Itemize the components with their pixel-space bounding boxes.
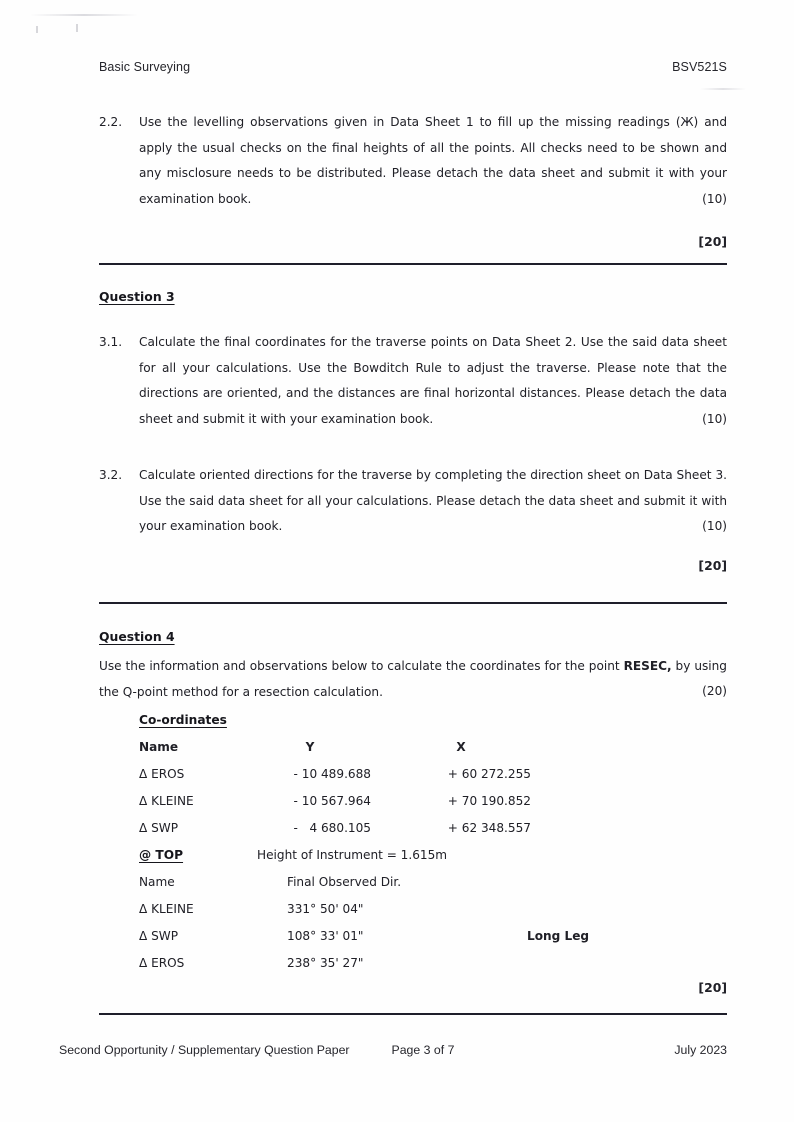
question-3-1-text: Calculate the final coordinates for the traverse points on Data Sheet 2. Use the said data sheet for all your calculations. Use the Bowditch Rule to adjust the traverse. Please note that the directions are oriented, and the distances are final horizontal distances. Please detach the data sheet and submit it with your examination book. [139,335,727,426]
point-x-value: + 62 348.557 [447,821,531,835]
question-3-2-text: Calculate oriented directions for the traverse by completing the direction sheet on Data Sheet 3. Use the said data sheet for all your calculations. Please detach the data sheet and submit it with your examination book. [139,468,727,533]
horizontal-rule [99,602,727,604]
horizontal-rule [99,1013,727,1015]
question-4-title: Question 4 [99,629,175,644]
table-row [139,815,727,842]
question-2-2-row [99,110,727,212]
observation-note: Long Leg [527,929,590,943]
table-row [139,761,727,788]
question-2-2-text: Use the levelling observations given in Data Sheet 1 to fill up the missing readings (Ж) and apply the usual checks on the final heights of all the points. All checks need to be shown and any misclosure needs to be distributed. Please detach the data sheet and submit it with your examination book. [139,115,727,206]
station-row [139,842,727,869]
table-row [139,950,727,977]
column-header-y: Y [305,740,315,754]
question-3-total-marks: [20] [698,558,727,573]
point-x-value: + 60 272.255 [447,767,531,781]
footer-page-number: Page 3 of 7 [391,1043,455,1057]
section-2-total-marks: [20] [698,234,727,249]
question-2-2-marks: (10) [702,191,727,206]
scan-artifact-smudge [30,14,138,16]
question-3-1-row [99,330,727,432]
section-2-total [99,229,727,255]
question-4-intro-part1: Use the information and observations below to calculate the coordinates for the point [99,659,624,673]
footer-date: July 2023 [674,1043,727,1057]
point-y-value: - 10 489.688 [293,767,371,781]
question-2-2 [99,110,727,212]
course-code: BSV521S [672,60,727,74]
station-label: @ TOP [139,848,184,862]
column-header-direction: Final Observed Dir. [287,875,402,889]
observed-direction: 238° 35' 27" [287,956,364,970]
divider-after-question-2 [99,263,727,265]
observations-table [139,842,727,977]
question-3-1-number: 3.1. [99,335,123,349]
observed-point-name: Δ EROS [139,956,185,970]
point-y-value: - 10 567.964 [293,794,371,808]
observed-direction: 331° 50' 04" [287,902,364,916]
column-header-name: Name [139,875,175,889]
divider-before-footer [99,1013,727,1015]
question-4-total-marks: [20] [698,980,727,995]
question-3-1-marks: (10) [702,411,727,426]
page-header [99,60,727,74]
footer-paper-type: Second Opportunity / Supplementary Question Paper [59,1043,350,1057]
resec-point-name: RESEC, [623,659,672,673]
horizontal-rule [99,263,727,265]
question-3-heading [99,288,727,306]
scan-artifact-speck [36,26,38,33]
column-header-name: Name [139,740,179,754]
scan-artifact-speck [76,24,78,32]
question-4-intro [99,653,727,705]
question-2-2-number: 2.2. [99,115,123,129]
coordinates-header-row [139,734,727,761]
question-3-2-number: 3.2. [99,468,123,482]
point-name: Δ EROS [139,767,185,781]
course-title: Basic Surveying [99,60,191,74]
column-header-x: X [456,740,466,754]
question-4-total [99,975,727,1001]
question-3-1 [99,330,727,432]
page-footer [59,1043,727,1057]
question-3-2-marks: (10) [702,519,727,533]
point-name: Δ SWP [139,821,179,835]
coordinates-block [99,707,727,842]
question-3-2-row [99,463,727,540]
point-name: Δ KLEINE [139,794,194,808]
observed-point-name: Δ KLEINE [139,902,194,916]
question-4-heading [99,628,727,646]
coordinates-title: Co-ordinates [139,713,227,727]
table-row [139,896,727,923]
observed-point-name: Δ SWP [139,929,179,943]
question-3-total [99,553,727,579]
scan-artifact-smudge-right [700,88,746,90]
table-row [139,923,727,950]
divider-after-question-3 [99,602,727,604]
coordinates-table [139,707,727,842]
point-x-value: + 70 190.852 [447,794,531,808]
point-y-value: - 4 680.105 [293,821,371,835]
question-4-intro-part2: by using the Q-point method for a resection calculation. [99,659,727,699]
question-3-title: Question 3 [99,289,175,304]
observations-block [99,842,727,977]
question-4-marks: (20) [702,684,727,698]
instrument-height: Height of Instrument = 1.615m [257,848,448,862]
table-row [139,788,727,815]
question-3-2 [99,463,727,540]
observations-header-row [139,869,727,896]
observed-direction: 108° 33' 01" [287,929,364,943]
